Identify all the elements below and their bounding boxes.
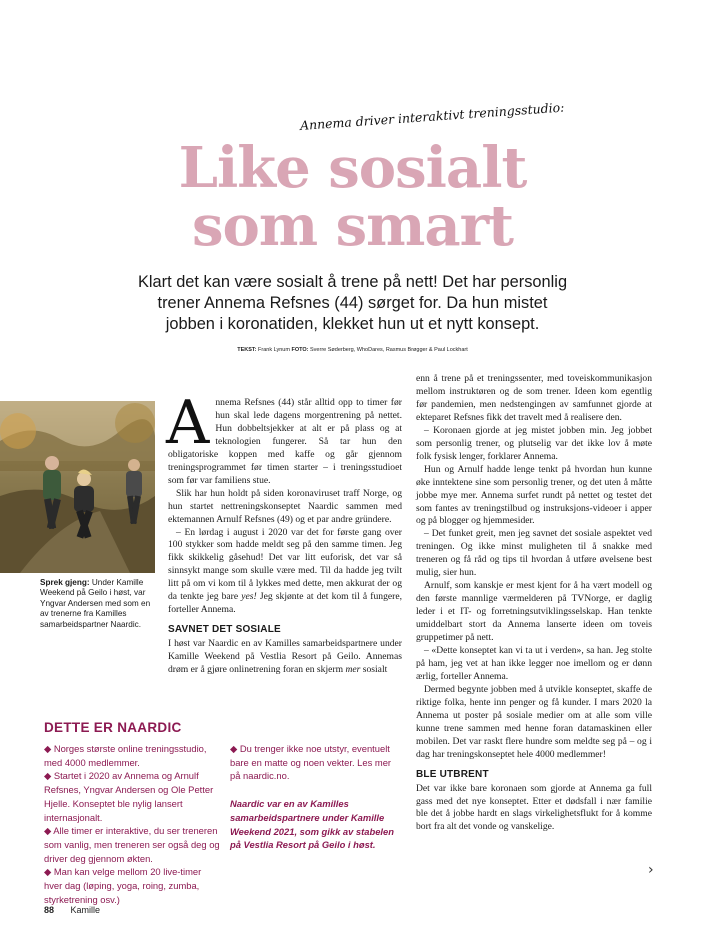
photo-caption — [40, 578, 155, 630]
caption-text: Under Kamille Weekend på Geilo i høst, var Yngvar Andersen med som en av trenerne fra Kamilles samarbeidspartner Naardic. — [40, 578, 151, 629]
paragraph-text: Jeg skjønte at det kom til å fungere, forteller Annema. — [168, 591, 402, 616]
drop-cap: A — [166, 388, 210, 458]
photo-credit-value: Sverre Søderberg, WhoDares, Rasmus Brøgger & Paul Lockhart — [310, 347, 468, 353]
kicker: Annema driver interaktivt treningsstudio: — [299, 99, 565, 133]
paragraph-emphasis: yes! — [241, 591, 257, 603]
magazine-name: Kamille — [70, 905, 101, 915]
article-paragraph: – Det funket greit, men jeg savnet det sosiale aspektet ved treningen. Og ikke minst muligheten til å snakke med treneren og få råd og tips til hvordan å utføre øvelsene best mulig, sier hun. — [416, 528, 652, 579]
article-paragraph: – Koronaen gjorde at jeg mistet jobben min. Jeg jobbet som personlig trener, og plutselig var det ikke lov å møte folk fysisk lenger, forklarer Annema. — [416, 424, 652, 462]
lead-line-3: jobben i koronatiden, klekket hun ut et nytt konsept. — [165, 315, 540, 333]
factbox-title: DETTE ER NAARDIC — [44, 720, 182, 735]
paragraph-text: I høst var Naardic en av Kamilles samarbeidspartnere under Kamille Weekend på Vestlia Resort på Geilo. Annemas drøm er å gjøre onlinetrening foran en skjerm — [168, 638, 402, 676]
lead-line-2: trener Annema Refsnes (44) sørget for. Da hun mistet — [157, 294, 548, 312]
section-subhead: BLE UTBRENT — [416, 768, 489, 780]
factbox-item: ◆ Alle timer er interaktive, du ser treneren som vanlig, men treneren ser også deg og driver deg gjennom økten. — [44, 825, 220, 864]
lead-line-1: Klart det kan være sosialt å trene på nett! Det har personlig — [137, 273, 568, 291]
factbox-item: ◆ Norges største online treningsstudio, med 4000 medlemmer. — [44, 743, 207, 768]
text-credit-value: Frank Lynum — [258, 347, 290, 353]
article-paragraph: Det var ikke bare koronaen som gjorde at Annema ga full gass med det nye konseptet. Etter et dødsfall i nær familie ble det å jobbe hardt en slags virkelighetsflukt for å komme bort fra alt det vonde og vanskelige. — [416, 782, 652, 833]
section-subhead: SAVNET DET SOSIALE — [168, 624, 281, 636]
factbox-item: ◆ Du trenger ikke noe utstyr, eventuelt bare en matte og noen vekter. Les mer på naardic.no. — [230, 743, 392, 782]
article-paragraph: Hun og Arnulf hadde lenge tenkt på hvordan hun kunne øke inntektene sine som personlig trener, og det uten å måtte jobbe mye mer. Annema surfet rundt på nettet og testet det som fantes av treningstilbud og instruksjons-videoer i apper og på blogger og hjemmesider. — [416, 463, 652, 527]
article-paragraph: nnema Refsnes (44) står alltid opp to timer før hun skal lede dagens morgentrening på nettet. Hun dobbeltsjekker at alt er på plass og at teknologien fungerer. Så tar hun den obligatoriske koppen med kaffe og går gjennom treningsprogrammet før timen starter – i treningsstudioet som før var familiens stue. — [168, 397, 402, 486]
article-paragraph: Dermed begynte jobben med å utvikle konseptet, skaffe de riktige folka, hente inn penger og få kunder. I mars 2020 la Annema ut poster på sosiale medier om at alle som ville kunne trene sammen med henne foran datamaskinen eller mobilen. Det var raskt flere hundre som meldte seg på – og i dag har treningskonseptet hele 4000 medlemmer! — [416, 683, 652, 760]
text-credit-label: TEKST: — [237, 347, 257, 353]
factbox-item: ◆ Man kan velge mellom 20 live-timer hver dag (løping, yoga, roing, zumba, styrketrening osv.) — [44, 866, 202, 905]
lead-paragraph — [115, 272, 590, 335]
headline-line-2: som smart — [191, 193, 514, 259]
caption-lead: Sprek gjeng: — [40, 578, 90, 587]
article-paragraph: Arnulf, som kanskje er mest kjent for å ha vært modell og den første mannlige værmelderen på TVNorge, er daglig leder i et IT- og forretningsutviklingsselskap. Han tenkte umiddelbart stort da Annema lanserte ideen om toveis gruppetimer på nett. — [416, 580, 652, 644]
photo-credit-label: FOTO: — [291, 347, 309, 353]
next-page-arrow-icon: › — [648, 862, 654, 878]
factbox-note: Naardic var en av Kamilles samarbeidspartnere under Kamille Weekend 2021, som gikk av stabelen på Vestlia Resort på Geilo i høst. — [230, 798, 394, 851]
article-column-1 — [166, 388, 402, 677]
factbox-column-1 — [44, 742, 220, 906]
page-number: 88 — [44, 905, 55, 915]
paragraph-emphasis: mer — [345, 664, 361, 676]
article-paragraph: Slik har hun holdt på siden koronaviruset traff Norge, og hun startet nettreningskonseptet Naardic sammen med ektemannen Arnulf Refsnes (49) og et par andre gründere. — [168, 487, 402, 525]
paragraph-text: sosialt — [360, 664, 388, 676]
page-footer — [44, 905, 100, 915]
factbox-item: ◆ Startet i 2020 av Annema og Arnulf Refsnes, Yngvar Andersen og Ole Petter Hjelle. Konseptet ble nylig lansert internasjonalt. — [44, 770, 214, 823]
paragraph-text: – En lørdag i august i 2020 var det for første gang over 100 stykker som hadde meldt seg på den samme timen. Jeg fikk skikkelig gåsehud! Det var litt euforisk, det var så sinnsykt mange som skulle være med. Til da hadde jeg tvilt litt på om vi kom til å lykkes med dette, men akkurat der og da tenkte jeg bare — [168, 526, 402, 603]
article-paragraph — [168, 638, 402, 677]
outdoor-running-group-photo — [0, 401, 155, 573]
article-paragraph: enn å trene på et treningssenter, med toveiskommunikasjon mellom instruktøren og de som trener. Ideen kom egentlig før pandemien, men nedstengingen av samfunnet gjorde at ekteparet Refsnes fikk det travelt med å realisere den. — [416, 373, 652, 423]
headline-line-1: Like sosialt — [178, 135, 527, 201]
article-photo — [0, 401, 155, 573]
factbox-column-2 — [230, 742, 400, 852]
article-paragraph: – «Dette konseptet kan vi ta ut i verden», sa han. Jeg stolte på ham, jeg vet at han ikke legger noe imellom og er dønn ærlig, forteller Annema. — [416, 645, 652, 682]
byline-credits — [150, 347, 555, 353]
article-paragraph — [168, 527, 402, 618]
article-column-2 — [416, 373, 652, 834]
